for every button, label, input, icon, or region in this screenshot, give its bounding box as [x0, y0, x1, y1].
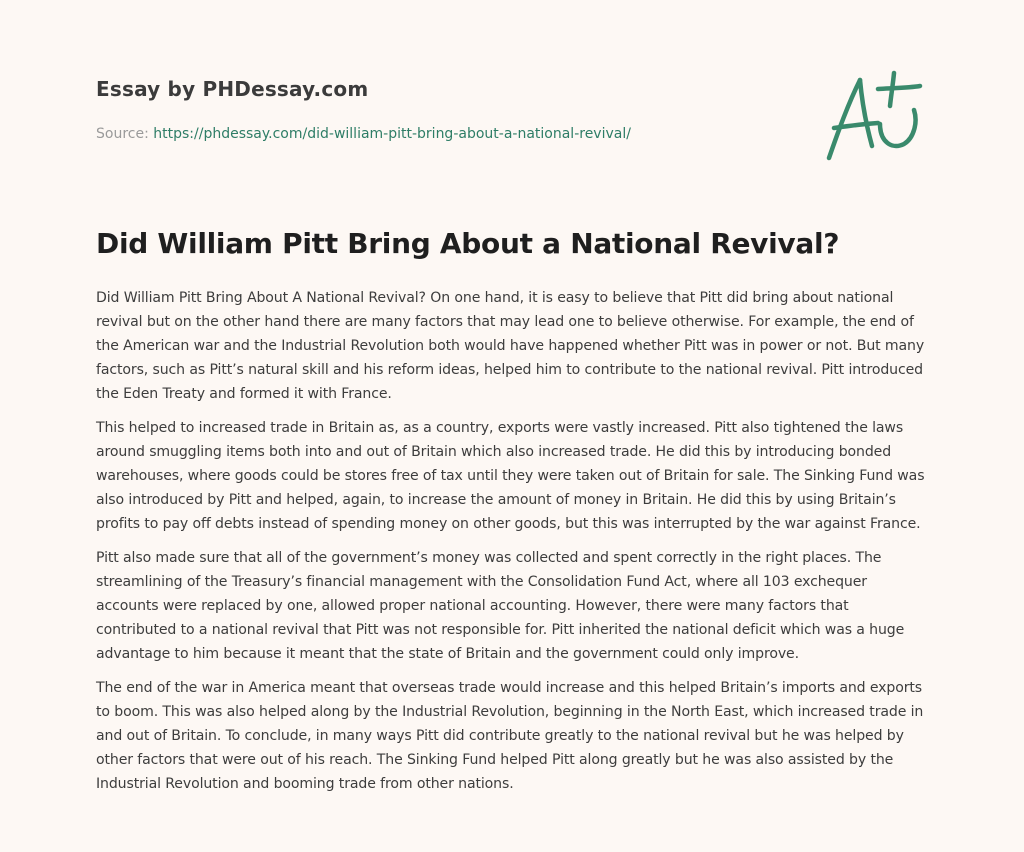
- essay-title: Did William Pitt Bring About a National Revival?: [96, 227, 840, 260]
- essay-paragraph: This helped to increased trade in Britain as, as a country, exports were vastly increased. Pitt also tightened the laws around smuggling items both into and out of Britain which also increased trade. He did this by introducing bonded warehouses, where goods could be stores free of tax until they were taken out of Britain for sale. The Sinking Fund was also introduced by Pitt and helped, again, to increase the amount of money in Britain. He did this by using Britain’s profits to pay off debts instead of spending money on other goods, but this was interrupted by the war against France.: [96, 420, 925, 532]
- essay-paragraph: Pitt also made sure that all of the government’s money was collected and spent correctly in the right places. The streamlining of the Treasury’s financial management with the Consolidation Fund Act, where all 103 exchequer accounts were replaced by one, allowed proper national accounting. However, there were many factors that contributed to a national revival that Pitt was not responsible for. Pitt inherited the national deficit which was a huge advantage to him because it meant that the state of Britain and the government could only improve.: [96, 550, 905, 662]
- a-plus-grade-icon: [822, 66, 930, 166]
- essay-paragraph: The end of the war in America meant that overseas trade would increase and this helped Britain’s imports and exports to boom. This was also helped along by the Industrial Revolution, beginning in the North East, which increased trade in and out of Britain. To conclude, in many ways Pitt did contribute greatly to the national revival but he was helped by other factors that were out of his reach. The Sinking Fund helped Pitt along greatly but he was also assisted by the Industrial Revolution and booming trade from other nations.: [96, 680, 924, 792]
- source-line: [96, 124, 736, 144]
- a-plus-logo: [822, 66, 930, 166]
- source-label: Source:: [96, 126, 149, 142]
- essay-paragraph: Did William Pitt Bring About A National Revival? On one hand, it is easy to believe that Pitt did bring about national revival but on the other hand there are many factors that may lead one to believe otherwise. For example, the end of the American war and the Industrial Revolution both would have happened whether Pitt was in power or not. But many factors, such as Pitt’s natural skill and his reform ideas, helped him to contribute to the national revival. Pitt introduced the Eden Treaty and formed it with France.: [96, 290, 925, 402]
- essay-body: [96, 286, 932, 806]
- source-link[interactable]: https://phdessay.com/did-william-pitt-bring-about-a-national-revival/: [153, 126, 631, 142]
- brand-title: Essay by PHDessay.com: [96, 77, 369, 101]
- essay-header: [96, 74, 736, 144]
